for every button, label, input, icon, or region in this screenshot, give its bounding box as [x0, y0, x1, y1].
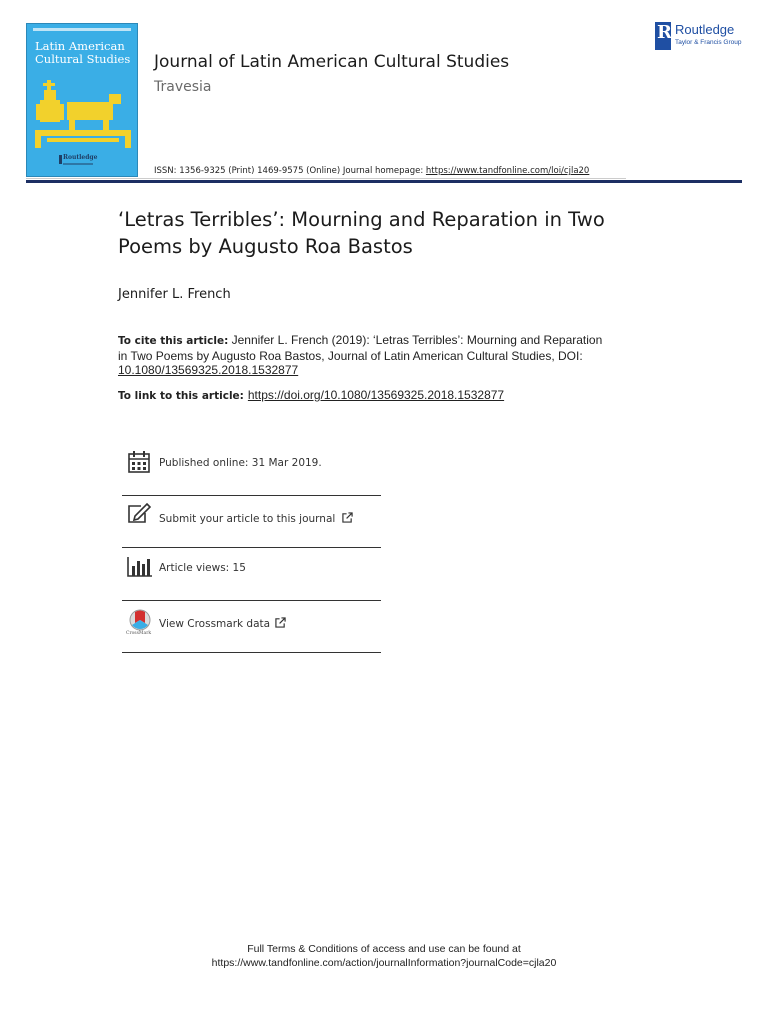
issn-text: ISSN: 1356-9325 (Print) 1469-9575 (Online) Journal homepage: [154, 166, 426, 176]
submit-article-link[interactable] [159, 512, 353, 525]
cover-tagline-bar [63, 163, 93, 165]
article-title-line1: ‘Letras Terribles’: Mourning and Reparation in Two [118, 208, 605, 231]
edit-icon [127, 503, 151, 525]
submit-article-text: Submit your article to this journal [159, 513, 336, 525]
footer [0, 942, 768, 970]
info-divider [122, 600, 381, 601]
crossmark-caption: CrossMark [126, 631, 152, 636]
submit-article-row[interactable] [125, 503, 381, 551]
published-online-row [125, 450, 381, 498]
issn-line [154, 166, 589, 176]
article-link-line [118, 388, 504, 402]
routledge-logo-icon: R [655, 22, 671, 50]
article-views-row [125, 556, 381, 604]
calendar-icon [127, 450, 151, 474]
article-title [118, 206, 718, 260]
journal-title: Journal of Latin American Cultural Studies [154, 52, 510, 72]
cover-top-band [33, 28, 131, 31]
published-online-text: Published online: 31 Mar 2019. [159, 457, 322, 469]
bar-chart-icon [127, 556, 153, 578]
footer-terms-text: Full Terms & Conditions of access and use can be found at [247, 943, 521, 955]
article-views-text: Article views: 15 [159, 562, 246, 574]
article-author: Jennifer L. French [118, 287, 231, 302]
cover-title [35, 40, 135, 66]
header-rule [26, 180, 742, 183]
citation-text-line2: in Two Poems by Augusto Roa Bastos, Journal of Latin American Cultural Studies, DOI: [118, 348, 583, 363]
citation-label: To cite this article: [118, 335, 229, 347]
header-rule-thin [26, 178, 626, 179]
info-divider [122, 547, 381, 548]
article-title-line2: Poems by Augusto Roa Bastos [118, 235, 413, 258]
cover-publisher-logo-icon [59, 155, 62, 164]
journal-homepage-link[interactable]: https://www.tandfonline.com/loi/cjla20 [425, 166, 590, 176]
journal-subtitle: Travesia [154, 79, 212, 95]
external-link-icon [342, 512, 353, 523]
article-doi-link[interactable]: https://doi.org/10.1080/13569325.2018.1532877 [247, 388, 505, 402]
info-divider [122, 495, 381, 496]
cover-title-line1: Latin American [35, 39, 125, 53]
journal-cover [26, 23, 138, 177]
crossmark-row[interactable] [125, 609, 381, 657]
citation-block [118, 333, 638, 378]
crossmark-link[interactable] [159, 617, 286, 630]
citation-text-line1: Jennifer L. French (2019): ‘Letras Terribles’: Mourning and Reparation [228, 333, 603, 347]
publisher-name: Routledge [675, 22, 735, 37]
info-divider [122, 652, 381, 653]
citation-doi-link[interactable]: 10.1080/13569325.2018.1532877 [118, 363, 299, 377]
footer-terms-link[interactable]: https://www.tandfonline.com/action/journalInformation?journalCode=cjla20 [211, 957, 557, 969]
cover-artwork-icon [33, 74, 133, 152]
cover-publisher: Routledge [63, 154, 98, 161]
article-link-label: To link to this article: [118, 390, 244, 402]
external-link-icon [275, 617, 286, 628]
crossmark-text: View Crossmark data [159, 618, 271, 630]
publisher-group: Taylor & Francis Group [675, 39, 742, 46]
cover-title-line2: Cultural Studies [35, 52, 131, 66]
